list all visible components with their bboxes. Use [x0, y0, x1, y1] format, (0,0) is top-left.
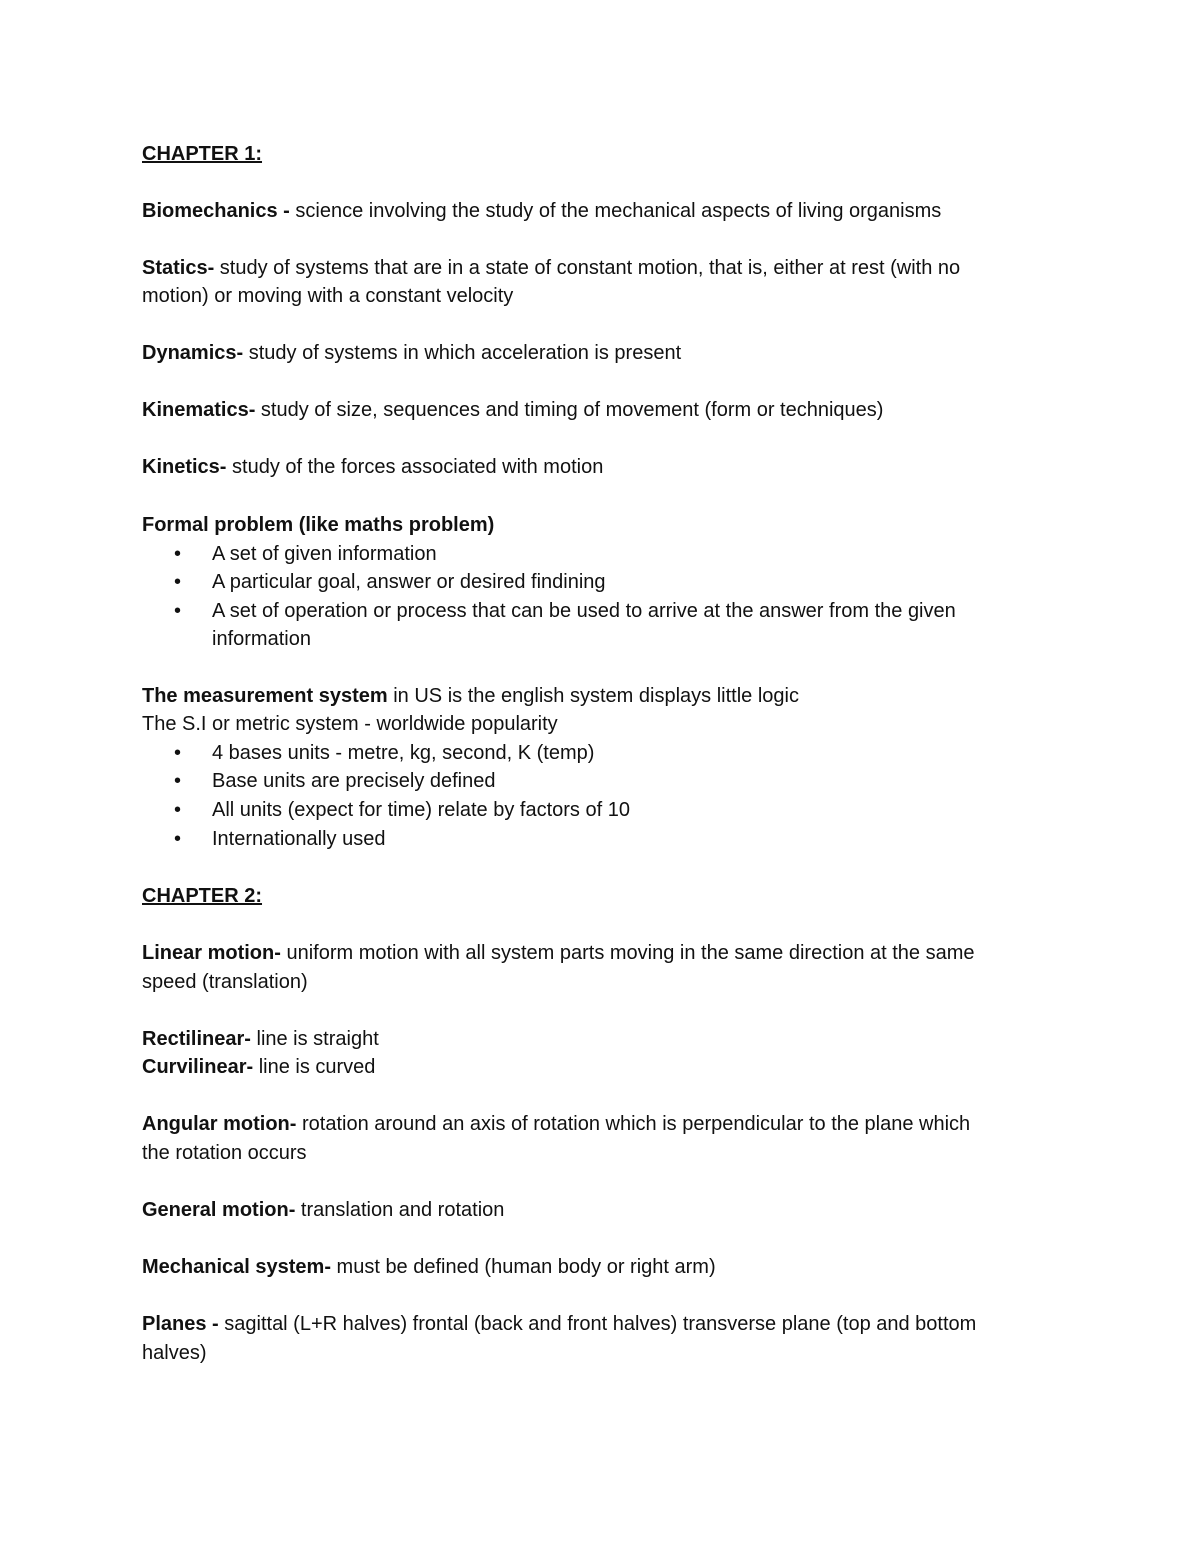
- term-label: Biomechanics -: [142, 200, 290, 222]
- definition-statics-continued: motion) or moving with a constant velocity: [142, 285, 514, 307]
- term-definition: study of the forces associated with motion: [226, 456, 604, 478]
- formal-problem-heading: Formal problem (like maths problem): [142, 514, 495, 536]
- definition-statics: [142, 254, 960, 282]
- metric-system-line: The S.I or metric system - worldwide popularity: [142, 713, 558, 735]
- list-item: All units (expect for time) relate by factors of 10: [212, 799, 630, 821]
- bullet-marker: •: [174, 799, 182, 821]
- term-label: Kinematics-: [142, 399, 256, 421]
- term-label: Statics-: [142, 257, 215, 279]
- bullet-marker: •: [174, 543, 182, 565]
- bullet-marker: •: [174, 742, 182, 764]
- term-definition: science involving the study of the mechanical aspects of living organisms: [289, 200, 942, 222]
- bullet-marker: •: [174, 828, 182, 850]
- list-item: A particular goal, answer or desired findining: [212, 571, 606, 593]
- definition-angular-motion: [142, 1110, 970, 1138]
- list-item: A set of given information: [212, 543, 437, 565]
- term-definition: uniform motion with all system parts moving in the same direction at the same: [280, 942, 975, 964]
- list-item: 4 bases units - metre, kg, second, K (temp): [212, 742, 595, 764]
- definition-biomechanics: [142, 197, 941, 225]
- definition-general-motion: [142, 1196, 504, 1224]
- term-definition: sagittal (L+R halves) frontal (back and front halves) transverse plane (top and bottom: [218, 1313, 977, 1335]
- bullet-marker: •: [174, 571, 182, 593]
- term-label: General motion-: [142, 1199, 296, 1221]
- definition-curvilinear: [142, 1053, 375, 1081]
- term-label: The measurement system: [142, 685, 388, 707]
- list-item: A set of operation or process that can be used to arrive at the answer from the given: [212, 600, 956, 622]
- term-definition: study of systems that are in a state of constant motion, that is, either at rest (with no: [214, 257, 961, 279]
- definition-planes-continued: halves): [142, 1342, 207, 1364]
- definition-kinetics: [142, 453, 603, 481]
- definition-linear-motion-continued: speed (translation): [142, 971, 308, 993]
- term-definition: translation and rotation: [295, 1199, 505, 1221]
- term-label: Mechanical system-: [142, 1256, 331, 1278]
- term-definition: study of size, sequences and timing of movement (form or techniques): [255, 399, 884, 421]
- term-definition: rotation around an axis of rotation which is perpendicular to the plane which: [296, 1113, 971, 1135]
- definition-mechanical-system: [142, 1253, 716, 1281]
- term-definition: must be defined (human body or right arm): [330, 1256, 716, 1278]
- term-label: Angular motion-: [142, 1113, 297, 1135]
- term-label: Curvilinear-: [142, 1056, 254, 1078]
- term-label: Rectilinear-: [142, 1028, 251, 1050]
- term-label: Linear motion-: [142, 942, 281, 964]
- term-definition: in US is the english system displays little logic: [387, 685, 799, 707]
- term-definition: line is curved: [253, 1056, 376, 1078]
- term-label: Dynamics-: [142, 342, 244, 364]
- list-item-continued: information: [212, 628, 311, 650]
- definition-kinematics: [142, 396, 883, 424]
- definition-linear-motion: [142, 939, 975, 967]
- chapter-2-heading: CHAPTER 2:: [142, 885, 263, 907]
- list-item: Internationally used: [212, 828, 386, 850]
- definition-angular-motion-continued: the rotation occurs: [142, 1142, 307, 1164]
- bullet-marker: •: [174, 600, 182, 622]
- term-definition: study of systems in which acceleration is present: [243, 342, 682, 364]
- list-item: Base units are precisely defined: [212, 770, 496, 792]
- definition-measurement-system: [142, 682, 799, 710]
- definition-rectilinear: [142, 1025, 379, 1053]
- bullet-marker: •: [174, 770, 182, 792]
- chapter-1-heading: CHAPTER 1:: [142, 143, 263, 165]
- term-label: Kinetics-: [142, 456, 227, 478]
- term-definition: line is straight: [250, 1028, 379, 1050]
- definition-dynamics: [142, 339, 681, 367]
- definition-planes: [142, 1310, 976, 1338]
- term-label: Planes -: [142, 1313, 219, 1335]
